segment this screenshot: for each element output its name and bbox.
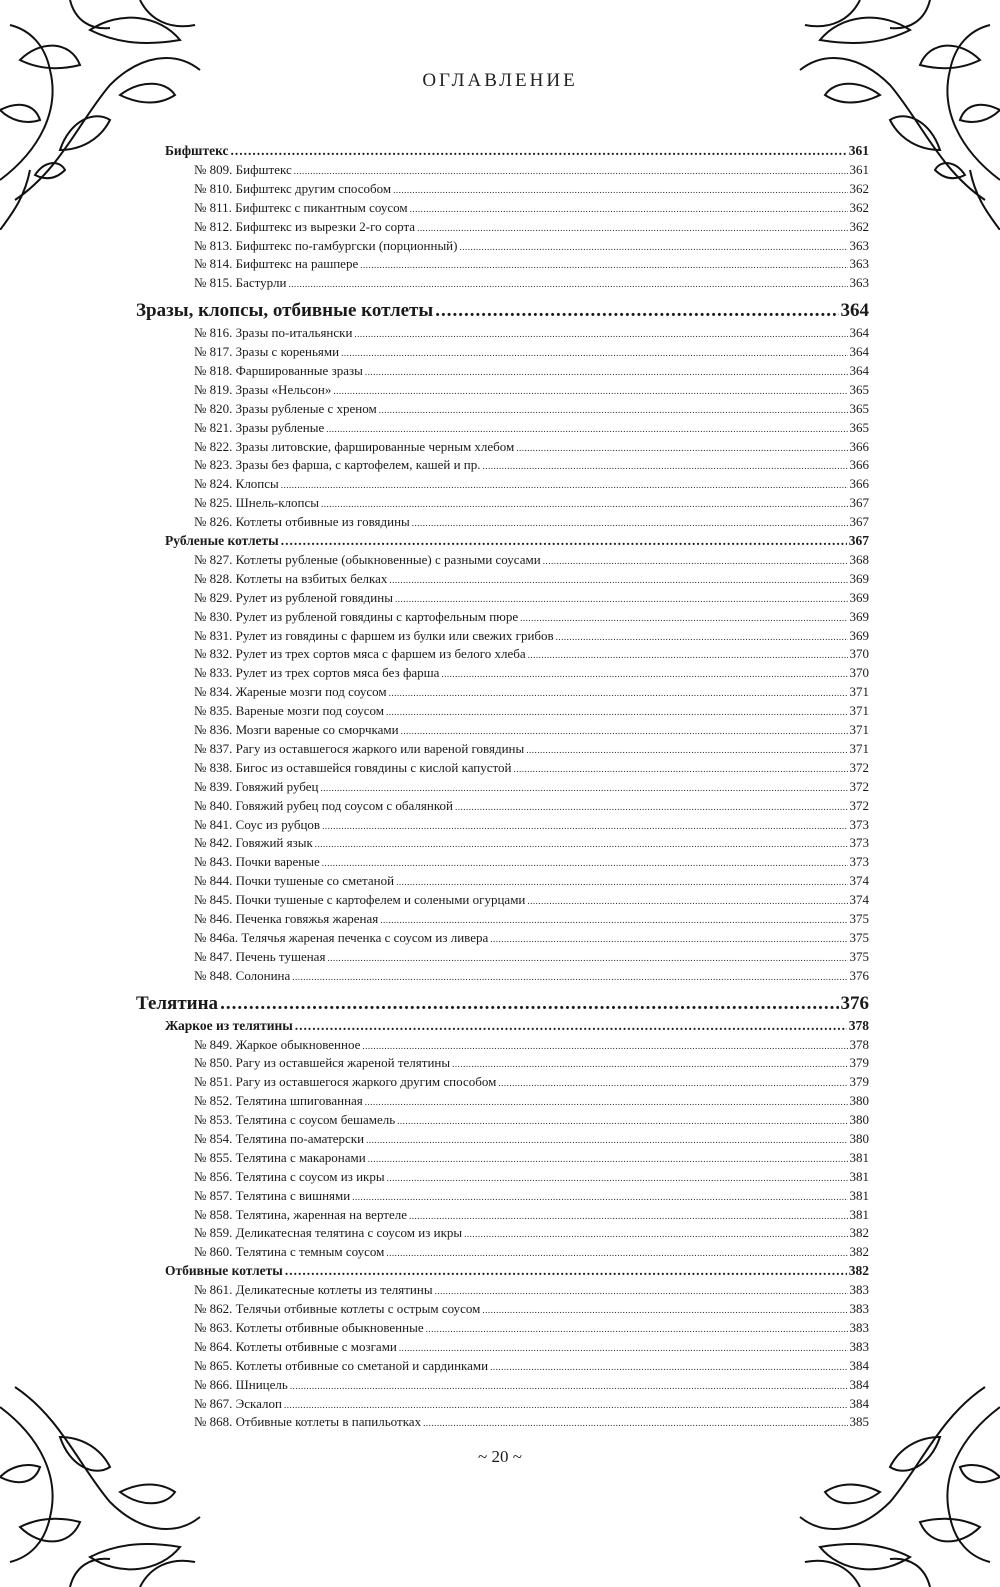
dot-leader: [386, 1244, 847, 1260]
toc-entry-page-number: 373: [849, 835, 869, 851]
dot-leader: [368, 1150, 848, 1166]
toc-entry[interactable]: [136, 798, 869, 817]
toc-entry[interactable]: [136, 344, 869, 363]
toc-entry[interactable]: [136, 457, 869, 476]
toc-entry[interactable]: [136, 1169, 869, 1188]
toc-entry[interactable]: [136, 1055, 869, 1074]
toc-entry-page-number: 365: [849, 400, 869, 416]
toc-subsection-page-number: 378: [848, 1017, 869, 1033]
toc-entry[interactable]: [136, 779, 869, 798]
dot-leader: [490, 1358, 847, 1374]
toc-subsection[interactable]: [136, 533, 869, 552]
dot-leader: [285, 1263, 847, 1279]
toc-entry[interactable]: [136, 495, 869, 514]
toc-entry-title: № 860. Телятина с темным соусом: [194, 1244, 385, 1260]
dot-leader: [401, 722, 848, 738]
page-header: ОГЛАВЛЕНИЕ: [422, 70, 578, 91]
toc-entry[interactable]: [136, 476, 869, 495]
toc-entry-page-number: 384: [849, 1357, 869, 1373]
dot-leader: [281, 533, 847, 549]
toc-entry-title: № 835. Вареные мозги под соусом: [194, 703, 384, 719]
dot-leader: [288, 275, 847, 291]
toc-entry-title: № 866. Шницель: [194, 1376, 288, 1392]
toc-entry[interactable]: [136, 1037, 869, 1056]
dot-leader: [393, 181, 847, 197]
toc-entry-page-number: 364: [849, 344, 869, 360]
toc-entry-title: № 845. Почки тушеные с картофелем и солеными огурцами: [194, 892, 526, 908]
toc-entry-title: № 828. Котлеты на взбитых белках: [194, 570, 388, 586]
toc-section-page-number: 364: [840, 300, 869, 322]
toc-entry-page-number: 369: [849, 627, 869, 643]
toc-entry-title: № 865. Котлеты отбивные со сметаной и сардинками: [194, 1357, 489, 1373]
toc-entry[interactable]: [136, 741, 869, 760]
toc-entry[interactable]: [136, 439, 869, 458]
toc-entry-title: № 836. Мозги вареные со сморчками: [194, 722, 399, 738]
toc-entry-page-number: 381: [849, 1206, 869, 1222]
toc-entry-title: № 814. Бифштекс на рашпере: [194, 256, 359, 272]
toc-subsection[interactable]: [136, 143, 869, 162]
dot-leader: [395, 590, 848, 606]
toc-entry-title: № 817. Зразы с кореньями: [194, 344, 340, 360]
toc-entry[interactable]: [136, 420, 869, 439]
dot-leader: [321, 495, 847, 511]
toc-entry-title: № 819. Зразы «Нельсон»: [194, 381, 332, 397]
toc-entry[interactable]: [136, 1188, 869, 1207]
toc-entry-page-number: 381: [849, 1149, 869, 1165]
toc-subsection-title: Жаркое из телятины: [165, 1017, 293, 1033]
page-number: ~ 20 ~: [478, 1447, 522, 1466]
toc-section[interactable]: [136, 993, 869, 1016]
toc-entry-page-number: 365: [849, 381, 869, 397]
dot-leader: [435, 300, 838, 322]
toc-entry[interactable]: [136, 181, 869, 200]
toc-entry-page-number: 379: [849, 1055, 869, 1071]
toc-entry-title: № 821. Зразы рубленые: [194, 419, 325, 435]
toc-entry-page-number: 370: [849, 646, 869, 662]
toc-entry-title: № 844. Почки тушеные со сметаной: [194, 873, 395, 889]
dot-leader: [483, 457, 848, 473]
dot-leader: [556, 628, 848, 644]
dot-leader: [284, 1396, 848, 1412]
toc-subsection[interactable]: [136, 1263, 869, 1282]
dot-leader: [399, 1339, 848, 1355]
toc-entry[interactable]: [136, 1414, 869, 1433]
dot-leader: [294, 162, 848, 178]
toc-entry-title: № 846а. Телячья жареная печенка с соусом из ливера: [194, 929, 489, 945]
toc-subsection[interactable]: [136, 1018, 869, 1037]
toc-entry-page-number: 380: [849, 1130, 869, 1146]
toc-entry-title: № 824. Клопсы: [194, 476, 279, 492]
toc-section-title: Телятина: [136, 992, 219, 1014]
toc-entry-page-number: 374: [849, 892, 869, 908]
dot-leader: [220, 993, 838, 1015]
toc-entry[interactable]: [136, 1301, 869, 1320]
toc-section[interactable]: [136, 300, 869, 323]
toc-entry[interactable]: [136, 1396, 869, 1415]
dot-leader: [452, 1055, 847, 1071]
toc-entry-title: № 839. Говяжий рубец: [194, 778, 319, 794]
toc-entry[interactable]: [136, 1320, 869, 1339]
toc-entry-title: № 849. Жаркое обыкновенное: [194, 1036, 361, 1052]
toc-entry-title: № 831. Рулет из говядины с фаршем из булки или свежих грибов: [194, 627, 554, 643]
toc-entry-page-number: 382: [849, 1225, 869, 1241]
toc-entry-page-number: 375: [849, 910, 869, 926]
toc-entry-title: № 864. Котлеты отбивные с мозгами: [194, 1338, 397, 1354]
toc-entry[interactable]: [136, 1377, 869, 1396]
dot-leader: [365, 1093, 848, 1109]
toc-entry[interactable]: [136, 854, 869, 873]
toc-entry[interactable]: [136, 835, 869, 854]
toc-entry-page-number: 368: [849, 552, 869, 568]
toc-entry-title: № 822. Зразы литовские, фаршированные черным хлебом: [194, 438, 515, 454]
dot-leader: [379, 401, 848, 417]
dot-leader: [464, 1225, 847, 1241]
dot-leader: [322, 854, 848, 870]
toc-entry-page-number: 372: [849, 778, 869, 794]
toc-entry-title: № 842. Говяжий язык: [194, 835, 313, 851]
dot-leader: [409, 1207, 848, 1223]
toc-entry[interactable]: [136, 628, 869, 647]
toc-entry-title: № 846. Печенка говяжья жареная: [194, 910, 379, 926]
toc-entry[interactable]: [136, 722, 869, 741]
toc-entry-page-number: 374: [849, 873, 869, 889]
toc-entry-title: № 859. Деликатесная телятина с соусом из икры: [194, 1225, 463, 1241]
dot-leader: [326, 420, 847, 436]
toc-entry[interactable]: [136, 275, 869, 294]
toc-entry[interactable]: [136, 1207, 869, 1226]
toc-entry-page-number: 370: [849, 665, 869, 681]
toc-entry[interactable]: [136, 684, 869, 703]
toc-entry-title: № 843. Почки вареные: [194, 854, 320, 870]
toc-entry-title: № 833. Рулет из трех сортов мяса без фарша: [194, 665, 440, 681]
toc-entry[interactable]: [136, 1358, 869, 1377]
toc-entry-title: № 857. Телятина с вишнями: [194, 1187, 351, 1203]
toc-entry-title: № 868. Отбивные котлеты в папильотках: [194, 1414, 422, 1430]
toc-entry[interactable]: [136, 571, 869, 590]
dot-leader: [389, 571, 847, 587]
toc-entry-page-number: 369: [849, 570, 869, 586]
toc-entry-page-number: 373: [849, 854, 869, 870]
dot-leader: [389, 684, 848, 700]
toc-entry[interactable]: [136, 1093, 869, 1112]
toc-entry-page-number: 363: [849, 256, 869, 272]
toc-entry[interactable]: [136, 892, 869, 911]
toc-entry-title: № 856. Телятина с соусом из икры: [194, 1168, 385, 1184]
toc-entry-page-number: 367: [849, 514, 869, 530]
toc-subsection-title: Рубленые котлеты: [165, 533, 279, 549]
toc-entry-page-number: 364: [849, 363, 869, 379]
dot-leader: [516, 439, 847, 455]
dot-leader: [410, 200, 848, 216]
dot-leader: [441, 665, 847, 681]
toc-entry-page-number: 362: [849, 218, 869, 234]
dot-leader: [526, 741, 847, 757]
dot-leader: [366, 1131, 847, 1147]
toc-entry-title: № 811. Бифштекс с пикантным соусом: [194, 199, 408, 215]
toc-entry-page-number: 371: [849, 684, 869, 700]
toc-entry[interactable]: [136, 665, 869, 684]
toc-entry-page-number: 381: [849, 1187, 869, 1203]
toc-entry[interactable]: [136, 256, 869, 275]
dot-leader: [396, 873, 847, 889]
toc-entry-page-number: 385: [849, 1414, 869, 1430]
toc-subsection-title: Бифштекс: [165, 143, 229, 158]
toc-entry-title: № 818. Фаршированные зразы: [194, 363, 363, 379]
toc-entry-page-number: 369: [849, 608, 869, 624]
toc-entry-title: № 855. Телятина с макаронами: [194, 1149, 366, 1165]
toc-entry-page-number: 379: [849, 1074, 869, 1090]
toc-entry[interactable]: [136, 949, 869, 968]
toc-entry-title: № 853. Телятина с соусом бешамель: [194, 1112, 396, 1128]
dot-leader: [315, 835, 848, 851]
toc-entry[interactable]: [136, 514, 869, 533]
toc-entry[interactable]: [136, 238, 869, 257]
toc-entry[interactable]: [136, 590, 869, 609]
toc-entry-title: № 810. Бифштекс другим способом: [194, 180, 392, 196]
toc-entry[interactable]: [136, 817, 869, 836]
dot-leader: [459, 238, 847, 254]
toc-entry-title: № 812. Бифштекс из вырезки 2-го сорта: [194, 218, 416, 234]
toc-entry[interactable]: [136, 401, 869, 420]
dot-leader: [490, 930, 847, 946]
toc-entry[interactable]: [136, 911, 869, 930]
toc-entry-title: № 816. Зразы по-итальянски: [194, 325, 353, 341]
toc-entry[interactable]: [136, 1150, 869, 1169]
toc-entry[interactable]: [136, 1244, 869, 1263]
dot-leader: [295, 1018, 847, 1034]
toc-section-title: Зразы, клопсы, отбивные котлеты: [136, 300, 434, 322]
toc-entry-page-number: 384: [849, 1376, 869, 1392]
toc-entry-title: № 815. Бастурли: [194, 275, 287, 291]
toc-entry-title: № 829. Рулет из рубленой говядины: [194, 589, 393, 605]
dot-leader: [435, 1282, 848, 1298]
toc-entry[interactable]: [136, 325, 869, 344]
toc-entry[interactable]: [136, 162, 869, 181]
dot-leader: [360, 256, 847, 272]
toc-entry[interactable]: [136, 968, 869, 987]
toc-entry-page-number: 363: [849, 275, 869, 291]
toc-entry-title: № 823. Зразы без фарша, с картофелем, кашей и пр.: [194, 457, 481, 473]
dot-leader: [380, 911, 847, 927]
toc-entry-page-number: 362: [849, 199, 869, 215]
toc-entry-title: № 848. Солонина: [194, 967, 291, 983]
dot-leader: [386, 703, 848, 719]
toc-entry-page-number: 375: [849, 948, 869, 964]
toc-entry-title: № 837. Рагу из оставшегося жаркого или вареной говядины: [194, 740, 525, 756]
dot-leader: [423, 1414, 847, 1430]
toc-entry-title: № 813. Бифштекс по-гамбургски (порционный): [194, 237, 458, 253]
toc-entry-title: № 850. Рагу из оставшейся жареной телятины: [194, 1055, 451, 1071]
toc-entry[interactable]: [136, 873, 869, 892]
toc-subsection-title: Отбивные котлеты: [165, 1263, 283, 1279]
toc-entry-page-number: 367: [849, 495, 869, 511]
toc-subsection-page-number: 367: [848, 533, 869, 549]
toc-entry-title: № 841. Соус из рубцов: [194, 816, 321, 832]
toc-entry[interactable]: [136, 200, 869, 219]
toc-entry-page-number: 383: [849, 1282, 869, 1298]
toc-entry-page-number: 372: [849, 797, 869, 813]
dot-leader: [322, 817, 847, 833]
dot-leader: [362, 1037, 847, 1053]
dot-leader: [397, 1112, 847, 1128]
dot-leader: [455, 798, 848, 814]
toc-entry[interactable]: [136, 1339, 869, 1358]
toc-entry-page-number: 380: [849, 1093, 869, 1109]
toc-entry-page-number: 366: [849, 438, 869, 454]
toc-entry-page-number: 381: [849, 1168, 869, 1184]
toc-entry-page-number: 383: [849, 1319, 869, 1335]
dot-leader: [426, 1320, 848, 1336]
toc-entry-title: № 826. Котлеты отбивные из говядины: [194, 514, 410, 530]
toc-entry-title: № 827. Котлеты рубленые (обыкновенные) с разными соусами: [194, 552, 541, 568]
toc-entry-title: № 863. Котлеты отбивные обыкновенные: [194, 1319, 424, 1335]
toc-entry[interactable]: [136, 1225, 869, 1244]
dot-leader: [365, 363, 848, 379]
dot-leader: [412, 514, 848, 530]
dot-leader: [354, 325, 847, 341]
toc-entry-page-number: 361: [849, 162, 869, 177]
toc-entry[interactable]: [136, 552, 869, 571]
toc-entry-page-number: 364: [849, 325, 869, 341]
toc-entry-title: № 861. Деликатесные котлеты из телятины: [194, 1282, 433, 1298]
dot-leader: [327, 949, 847, 965]
toc-entry-page-number: 369: [849, 589, 869, 605]
dot-leader: [498, 1074, 847, 1090]
toc-entry-page-number: 366: [849, 476, 869, 492]
toc-entry-title: № 858. Телятина, жаренная на вертеле: [194, 1206, 407, 1222]
toc-entry-page-number: 375: [849, 929, 869, 945]
toc-entry-title: № 840. Говяжий рубец под соусом с обалянкой: [194, 797, 453, 813]
toc-section-page-number: 376: [840, 992, 869, 1014]
toc-entry-title: № 847. Печень тушеная: [194, 948, 326, 964]
toc-entry-page-number: 373: [849, 816, 869, 832]
toc-entry-title: № 832. Рулет из трех сортов мяса с фаршем из белого хлеба: [194, 646, 526, 662]
dot-leader: [387, 1169, 848, 1185]
toc-entry[interactable]: [136, 703, 869, 722]
toc-entry-page-number: 363: [849, 237, 869, 253]
dot-leader: [527, 892, 847, 908]
dot-leader: [513, 760, 847, 776]
toc-entry-title: № 851. Рагу из оставшегося жаркого другим способом: [194, 1074, 497, 1090]
dot-leader: [231, 143, 847, 159]
dot-leader: [528, 646, 848, 662]
dot-leader: [417, 219, 847, 235]
toc-subsection-page-number: 361: [848, 143, 869, 158]
toc-entry[interactable]: [136, 1074, 869, 1093]
toc-subsection-page-number: 382: [848, 1263, 869, 1279]
dot-leader: [352, 1188, 847, 1204]
dot-leader: [292, 968, 847, 984]
toc-entry-page-number: 362: [849, 180, 869, 196]
toc-entry-title: № 825. Шнель-клопсы: [194, 495, 320, 511]
dot-leader: [520, 609, 847, 625]
toc-entry-title: № 854. Телятина по-аматерски: [194, 1130, 365, 1146]
toc-entry-page-number: 378: [849, 1036, 869, 1052]
dot-leader: [320, 779, 847, 795]
toc-entry[interactable]: [136, 1282, 869, 1301]
dot-leader: [290, 1377, 848, 1393]
toc-entry-title: № 852. Телятина шпигованная: [194, 1093, 363, 1109]
dot-leader: [333, 382, 847, 398]
toc-entry-page-number: 382: [849, 1244, 869, 1260]
toc-entry[interactable]: [136, 930, 869, 949]
toc-entry-page-number: 383: [849, 1338, 869, 1354]
toc-entry[interactable]: [136, 363, 869, 382]
toc-entry-page-number: 376: [849, 967, 869, 983]
toc-entry-page-number: 371: [849, 703, 869, 719]
table-of-contents: [136, 143, 869, 1433]
toc-entry-page-number: 371: [849, 740, 869, 756]
dot-leader: [482, 1301, 847, 1317]
toc-entry[interactable]: [136, 1112, 869, 1131]
dot-leader: [543, 552, 848, 568]
toc-entry-title: № 838. Бигос из оставшейся говядины с кислой капустой: [194, 759, 512, 775]
dot-leader: [341, 344, 847, 360]
toc-entry[interactable]: [136, 1131, 869, 1150]
toc-entry-page-number: 366: [849, 457, 869, 473]
toc-entry-page-number: 365: [849, 419, 869, 435]
toc-entry-title: № 867. Эскалоп: [194, 1395, 282, 1411]
toc-entry-page-number: 384: [849, 1395, 869, 1411]
toc-entry[interactable]: [136, 382, 869, 401]
toc-entry-page-number: 372: [849, 759, 869, 775]
toc-entry[interactable]: [136, 646, 869, 665]
toc-entry-title: № 834. Жареные мозги под соусом: [194, 684, 387, 700]
toc-entry[interactable]: [136, 609, 869, 628]
toc-entry-title: № 862. Телячьи отбивные котлеты с острым соусом: [194, 1301, 481, 1317]
toc-entry-page-number: 380: [849, 1112, 869, 1128]
toc-entry[interactable]: [136, 760, 869, 779]
toc-entry-page-number: 371: [849, 722, 869, 738]
toc-entry-page-number: 383: [849, 1301, 869, 1317]
toc-entry-title: № 820. Зразы рубленые с хреном: [194, 400, 377, 416]
toc-entry-title: № 830. Рулет из рубленой говядины с картофельным пюре: [194, 608, 519, 624]
toc-entry-title: № 809. Бифштекс: [194, 162, 292, 177]
dot-leader: [281, 476, 848, 492]
toc-entry[interactable]: [136, 219, 869, 238]
